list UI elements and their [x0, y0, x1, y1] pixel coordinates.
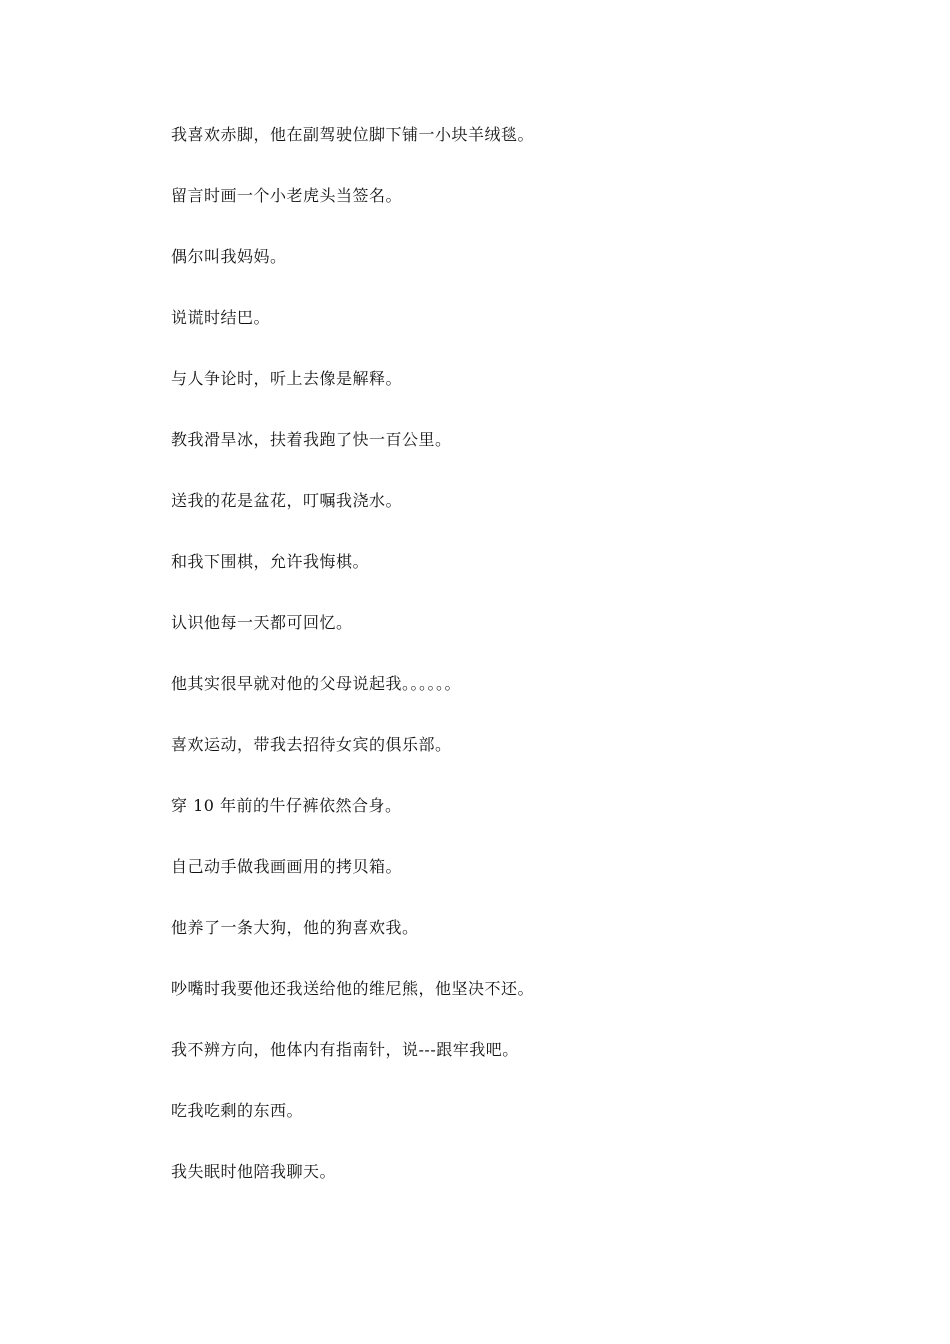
text-line: 吵嘴时我要他还我送给他的维尼熊，他坚决不还。 — [171, 979, 535, 998]
text-line: 认识他每一天都可回忆。 — [171, 613, 353, 632]
text-line: 穿 10 年前的牛仔裤依然合身。 — [171, 796, 402, 815]
text-line: 送我的花是盆花，叮嘱我浇水。 — [171, 491, 403, 510]
text-line: 偶尔叫我妈妈。 — [171, 247, 287, 266]
text-line: 自己动手做我画画用的拷贝箱。 — [171, 857, 403, 876]
text-line: 他养了一条大狗，他的狗喜欢我。 — [171, 918, 419, 937]
text-line: 留言时画一个小老虎头当签名。 — [171, 186, 403, 205]
text-line: 吃我吃剩的东西。 — [171, 1101, 304, 1120]
text-line: 和我下围棋，允许我悔棋。 — [171, 552, 370, 571]
text-line: 与人争论时，听上去像是解释。 — [171, 369, 403, 388]
text-line: 我不辨方向，他体内有指南针，说---跟牢我吧。 — [171, 1040, 519, 1059]
text-lines — [171, 124, 871, 1222]
text-line: 喜欢运动，带我去招待女宾的俱乐部。 — [171, 735, 452, 754]
text-line: 说谎时结巴。 — [171, 308, 271, 327]
text-line: 我喜欢赤脚，他在副驾驶位脚下铺一小块羊绒毯。 — [171, 125, 535, 144]
text-line: 教我滑旱冰，扶着我跑了快一百公里。 — [171, 430, 452, 449]
text-line: 他其实很早就对他的父母说起我。。。。。。 — [171, 674, 462, 693]
text-line: 我失眠时他陪我聊天。 — [171, 1162, 337, 1181]
